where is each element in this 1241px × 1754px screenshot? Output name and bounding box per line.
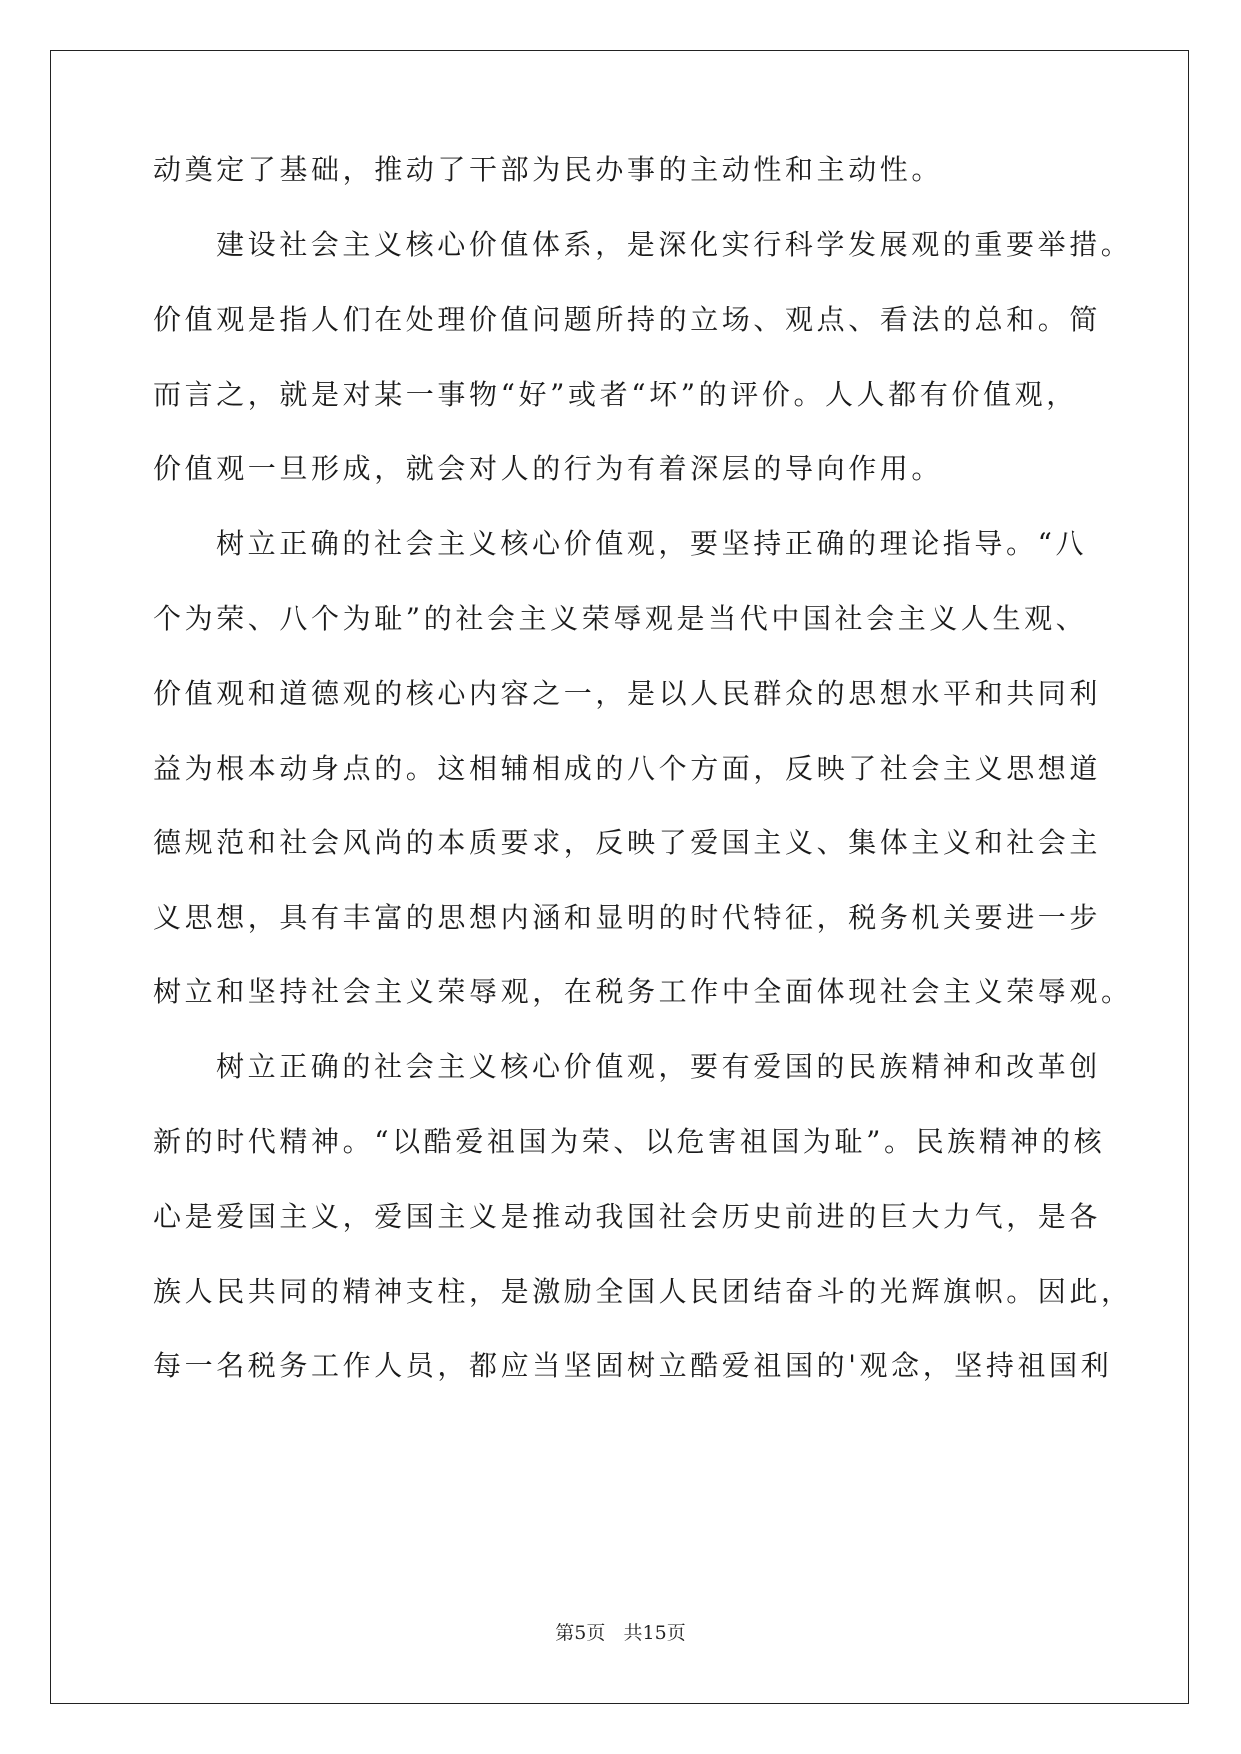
text-line: 个为荣、八个为耻”的社会主义荣辱观是当代中国社会主义人生观、: [153, 602, 1088, 635]
text-line: 每一名税务工作人员，都应当坚固树立酷爱祖国的'观念，坚持祖国利: [153, 1349, 1113, 1382]
text-line: 心是爱国主义，爱国主义是推动我国社会历史前进的巨大力气，是各: [153, 1200, 1102, 1233]
text-line: 义思想，具有丰富的思想内涵和显明的时代特征，税务机关要进一步: [153, 901, 1102, 934]
text-line: 建设社会主义核心价值体系，是深化实行科学发展观的重要举措。: [216, 228, 1133, 261]
text-line: 而言之，就是对某一事物“好”或者“坏”的评价。人人都有价值观，: [153, 378, 1078, 411]
text-line: 树立和坚持社会主义荣辱观，在税务工作中全面体现社会主义荣辱观。: [153, 975, 1133, 1008]
page-label-prefix: 第: [555, 1622, 575, 1644]
total-label-suffix: 页: [666, 1622, 686, 1644]
text-line: 益为根本动身点的。这相辅相成的八个方面，反映了社会主义思想道: [153, 752, 1102, 785]
total-label-prefix: 共: [623, 1622, 643, 1644]
text-line: 新的时代精神。“以酷爱祖国为荣、以危害祖国为耻”。民族精神的核: [153, 1125, 1106, 1158]
text-line: 价值观一旦形成，就会对人的行为有着深层的导向作用。: [153, 452, 944, 485]
text-line: 价值观是指人们在处理价值问题所持的立场、观点、看法的总和。简: [153, 303, 1102, 336]
text-line: 价值观和道德观的核心内容之一，是以人民群众的思想水平和共同利: [153, 677, 1102, 710]
text-line: 树立正确的社会主义核心价值观，要坚持正确的理论指导。“八: [216, 527, 1088, 560]
text-line: 族人民共同的精神支柱，是激励全国人民团结奋斗的光辉旗帜。因此，: [153, 1275, 1133, 1308]
text-line: 动奠定了基础，推动了干部为民办事的主动性和主动性。: [153, 153, 944, 186]
page-label-suffix: 页: [586, 1622, 606, 1644]
total-pages: 15: [642, 1622, 667, 1644]
text-line: 德规范和社会风尚的本质要求，反映了爱国主义、集体主义和社会主: [153, 826, 1102, 859]
text-line: 树立正确的社会主义核心价值观，要有爱国的民族精神和改革创: [216, 1050, 1101, 1083]
page-footer: [0, 1618, 1241, 1645]
page-number: 5: [574, 1622, 587, 1644]
page-border: [50, 50, 1189, 1704]
